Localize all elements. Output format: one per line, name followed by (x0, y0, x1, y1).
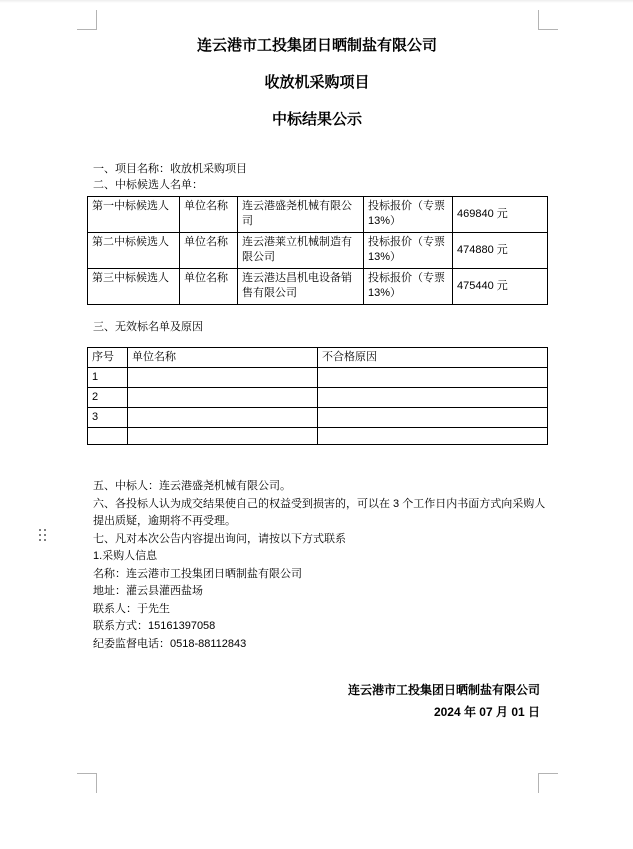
section-invalid-heading: 三、无效标名单及原因 (93, 321, 203, 333)
table-row (88, 388, 548, 408)
unit-cell (128, 388, 318, 408)
invalid-bids-table (87, 347, 548, 445)
candidate-rank: 第二中标候选人 (88, 233, 180, 269)
notes-and-contact-block (87, 478, 547, 653)
serial-cell: 2 (88, 388, 128, 408)
table-row (88, 233, 548, 269)
price-value: 469840 元 (453, 197, 548, 233)
contact-phone: 联系方式：15161397058 (93, 620, 216, 632)
reason-cell (318, 408, 548, 428)
margin-crop-mark-bottom-right (538, 773, 558, 793)
section-objection: 六、各投标人认为成交结果使自己的权益受到损害的，可以在 3 个工作日内书面方式向采购人提出质疑，逾期将不再受理。 (93, 497, 546, 527)
contact-supervision-phone: 纪委监督电话：0518-88112843 (93, 637, 247, 650)
section-winner: 五、中标人：连云港盛尧机械有限公司。 (93, 480, 291, 492)
reason-cell (318, 388, 548, 408)
contact-name: 名称：连云港市工投集团日晒制盐有限公司 (93, 567, 302, 580)
section-candidates-heading: 二、中标候选人名单： (93, 178, 203, 191)
price-label: 投标报价（专票13%） (364, 269, 453, 305)
unit-name-label: 单位名称 (180, 269, 238, 305)
price-value: 474880 元 (453, 233, 548, 269)
table-row (88, 269, 548, 305)
col-unit-name: 单位名称 (128, 348, 318, 368)
unit-cell (128, 428, 318, 445)
section-project-name: 一、项目名称：收放机采购项目 (93, 163, 247, 175)
reason-cell (318, 428, 548, 445)
document-page (87, 28, 547, 723)
margin-crop-mark-top-right (538, 10, 558, 30)
serial-cell: 1 (88, 368, 128, 388)
signature-company: 连云港市工投集团日晒制盐有限公司 (347, 683, 540, 697)
candidate-company: 连云港莱立机械制造有限公司 (238, 233, 364, 269)
intro-block (87, 162, 547, 193)
reason-cell (318, 368, 548, 388)
candidate-company: 连云港盛尧机械有限公司 (238, 197, 364, 233)
unit-cell (128, 368, 318, 388)
table-row (88, 428, 548, 445)
candidate-company: 连云港达昌机电设备销售有限公司 (238, 269, 364, 305)
table-row (88, 368, 548, 388)
candidates-table (87, 196, 548, 305)
signature-date: 2024 年 07 月 01 日 (433, 705, 540, 719)
col-reason: 不合格原因 (318, 348, 548, 368)
table-row (88, 197, 548, 233)
unit-name-label: 单位名称 (180, 197, 238, 233)
serial-cell: 3 (88, 408, 128, 428)
contact-person: 联系人：于先生 (93, 602, 170, 615)
title-project: 收放机采购项目 (264, 74, 370, 91)
table-move-handle-icon[interactable] (39, 529, 46, 541)
price-label: 投标报价（专票13%） (364, 233, 453, 269)
margin-crop-mark-bottom-left (77, 773, 97, 793)
table-row (88, 408, 548, 428)
candidate-rank: 第一中标候选人 (88, 197, 180, 233)
title-doc-type: 中标结果公示 (271, 111, 362, 128)
col-serial: 序号 (88, 348, 128, 368)
purchaser-info-heading: 1.采购人信息 (93, 550, 158, 562)
serial-cell (88, 428, 128, 445)
price-value: 475440 元 (453, 269, 548, 305)
table-header-row (88, 348, 548, 368)
unit-cell (128, 408, 318, 428)
unit-name-label: 单位名称 (180, 233, 238, 269)
candidate-rank: 第三中标候选人 (88, 269, 180, 305)
price-label: 投标报价（专票13%） (364, 197, 453, 233)
window-top-edge (0, 0, 633, 3)
signature-block (87, 679, 540, 723)
margin-crop-mark-top-left (77, 10, 97, 30)
section-inquiry: 七、凡对本次公告内容提出询问，请按以下方式联系 (93, 532, 346, 545)
title-company: 连云港市工投集团日晒制盐有限公司 (196, 37, 437, 54)
contact-address: 地址：灌云县灌西盐场 (93, 585, 203, 597)
